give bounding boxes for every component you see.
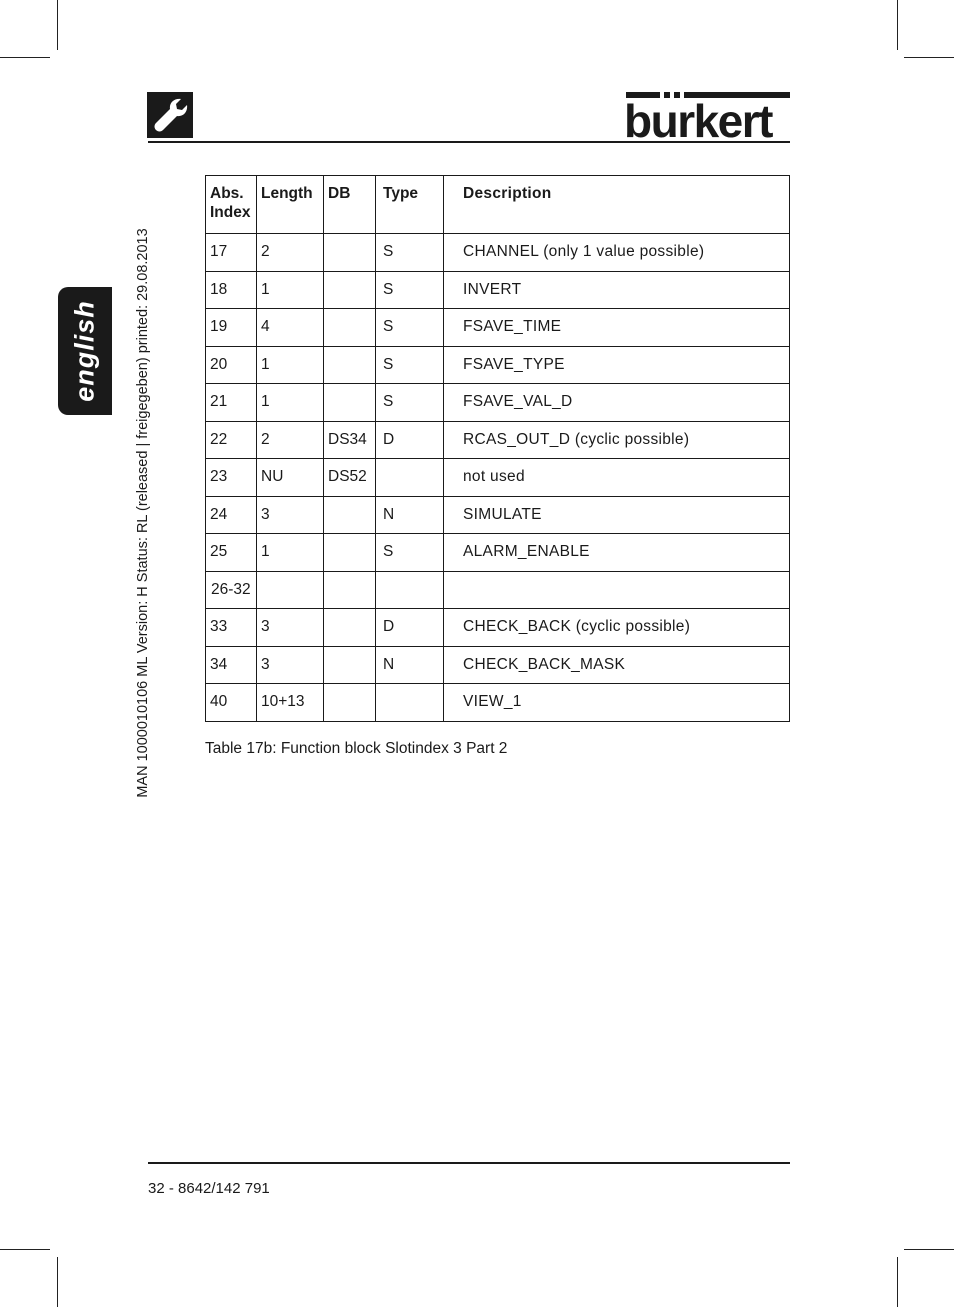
col-length: Length — [257, 176, 324, 234]
cell-db — [324, 309, 376, 347]
crop-mark — [0, 57, 50, 58]
cell-abs-index: 26-32 — [206, 571, 257, 609]
cell-length: 3 — [257, 496, 324, 534]
table-row — [206, 496, 790, 534]
cell-description: VIEW_1 — [444, 684, 790, 722]
cell-description: CHECK_BACK_MASK — [444, 646, 790, 684]
cell-db — [324, 646, 376, 684]
table-row — [206, 271, 790, 309]
col-description: Description — [444, 176, 790, 234]
footer-rule — [148, 1162, 790, 1164]
cell-type: D — [376, 609, 444, 647]
logo-wordmark: burkert — [624, 95, 772, 138]
cell-description: CHANNEL (only 1 value possible) — [444, 234, 790, 272]
cell-length: 1 — [257, 534, 324, 572]
cell-abs-index: 20 — [206, 346, 257, 384]
cell-description: SIMULATE — [444, 496, 790, 534]
crop-mark — [897, 1257, 898, 1307]
cell-length: 3 — [257, 609, 324, 647]
cell-abs-index: 22 — [206, 421, 257, 459]
cell-length: 2 — [257, 421, 324, 459]
table-row — [206, 234, 790, 272]
table-row — [206, 534, 790, 572]
cell-abs-index: 34 — [206, 646, 257, 684]
cell-type: S — [376, 234, 444, 272]
page-number: 32 - 8642/142 791 — [148, 1180, 270, 1197]
col-abs-index: Abs. Index — [206, 176, 257, 234]
cell-type: D — [376, 421, 444, 459]
cell-abs-index: 40 — [206, 684, 257, 722]
table-row — [206, 421, 790, 459]
cell-type — [376, 684, 444, 722]
burkert-logo — [624, 92, 792, 138]
function-block-table — [205, 175, 790, 722]
cell-db — [324, 234, 376, 272]
language-tab — [58, 287, 112, 415]
cell-description: ALARM_ENABLE — [444, 534, 790, 572]
cell-type: S — [376, 534, 444, 572]
cell-db — [324, 534, 376, 572]
header-rule — [148, 141, 790, 143]
cell-db — [324, 684, 376, 722]
crop-mark — [904, 1249, 954, 1250]
table-row — [206, 684, 790, 722]
table-header-row — [206, 176, 790, 234]
table-row — [206, 571, 790, 609]
cell-db — [324, 346, 376, 384]
table-row — [206, 346, 790, 384]
crop-mark — [57, 0, 58, 50]
cell-abs-index: 21 — [206, 384, 257, 422]
table-row — [206, 609, 790, 647]
crop-mark — [0, 1249, 50, 1250]
cell-type — [376, 459, 444, 497]
cell-db — [324, 571, 376, 609]
cell-type: S — [376, 346, 444, 384]
cell-db — [324, 384, 376, 422]
cell-length: NU — [257, 459, 324, 497]
cell-description: FSAVE_VAL_D — [444, 384, 790, 422]
cell-abs-index: 18 — [206, 271, 257, 309]
cell-db: DS52 — [324, 459, 376, 497]
cell-db — [324, 496, 376, 534]
language-tab-label: english — [69, 300, 100, 402]
cell-description: FSAVE_TYPE — [444, 346, 790, 384]
cell-length: 3 — [257, 646, 324, 684]
cell-description: RCAS_OUT_D (cyclic possible) — [444, 421, 790, 459]
table-row — [206, 384, 790, 422]
col-type: Type — [376, 176, 444, 234]
cell-description: FSAVE_TIME — [444, 309, 790, 347]
cell-length: 10+13 — [257, 684, 324, 722]
cell-description: INVERT — [444, 271, 790, 309]
cell-type: S — [376, 384, 444, 422]
table-caption: Table 17b: Function block Slotindex 3 Part 2 — [205, 740, 508, 757]
cell-type: N — [376, 646, 444, 684]
cell-type — [376, 571, 444, 609]
cell-abs-index: 24 — [206, 496, 257, 534]
cell-abs-index: 17 — [206, 234, 257, 272]
cell-length: 2 — [257, 234, 324, 272]
cell-abs-index: 25 — [206, 534, 257, 572]
table-row — [206, 309, 790, 347]
cell-db — [324, 609, 376, 647]
cell-db — [324, 271, 376, 309]
cell-abs-index: 19 — [206, 309, 257, 347]
crop-mark — [904, 57, 954, 58]
cell-type: N — [376, 496, 444, 534]
wrench-icon — [147, 92, 193, 138]
cell-length — [257, 571, 324, 609]
cell-type: S — [376, 271, 444, 309]
cell-abs-index: 23 — [206, 459, 257, 497]
table-row — [206, 459, 790, 497]
cell-length: 1 — [257, 384, 324, 422]
crop-mark — [897, 0, 898, 50]
table-row — [206, 646, 790, 684]
cell-length: 1 — [257, 271, 324, 309]
cell-length: 4 — [257, 309, 324, 347]
col-db: DB — [324, 176, 376, 234]
cell-length: 1 — [257, 346, 324, 384]
cell-type: S — [376, 309, 444, 347]
cell-abs-index: 33 — [206, 609, 257, 647]
cell-description: CHECK_BACK (cyclic possible) — [444, 609, 790, 647]
cell-description: not used — [444, 459, 790, 497]
crop-mark — [57, 1257, 58, 1307]
document-meta-text: MAN 1000010106 ML Version: H Status: RL (released | freigegeben) printed: 29.08.2013 — [135, 228, 151, 798]
cell-db: DS34 — [324, 421, 376, 459]
cell-description — [444, 571, 790, 609]
